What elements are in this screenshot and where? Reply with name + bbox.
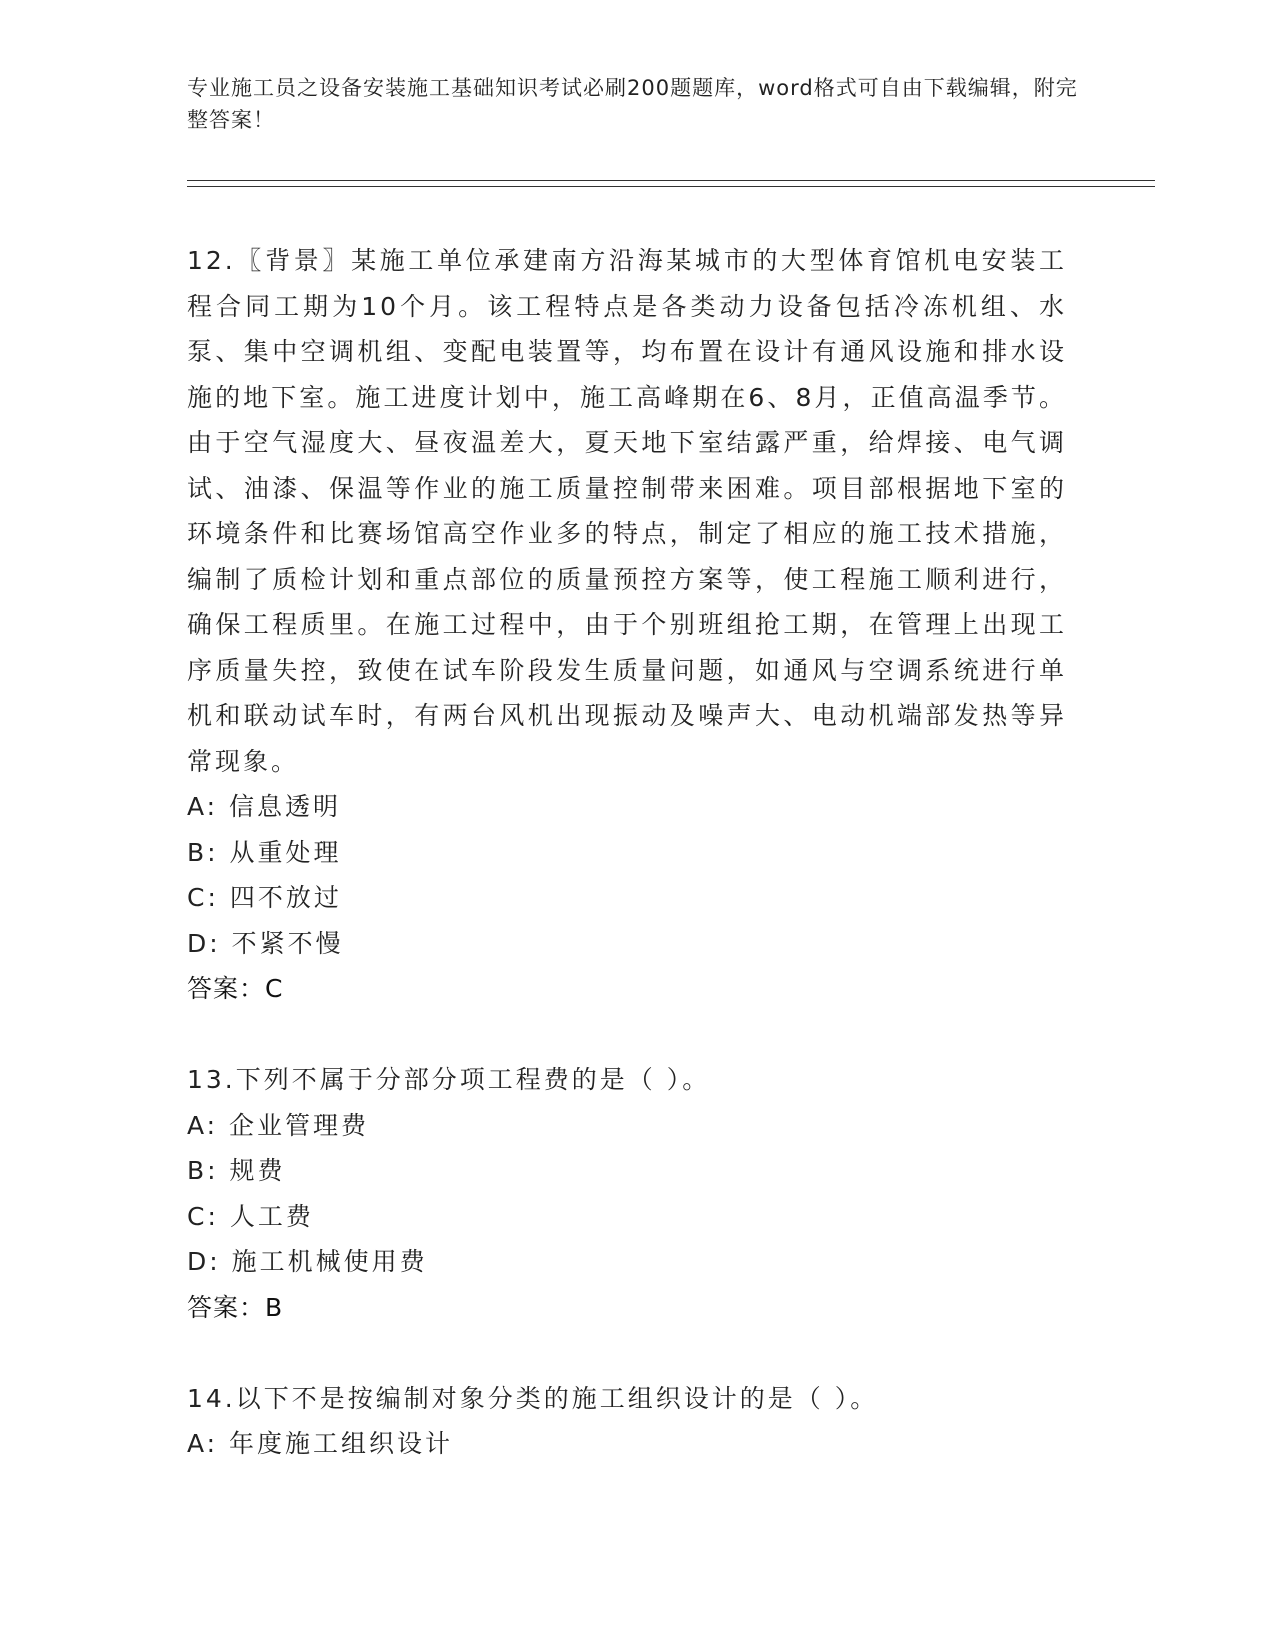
document-header-title: 专业施工员之设备安装施工基础知识考试必刷200题题库，word格式可自由下载编辑，附完整答案！ bbox=[187, 76, 1078, 132]
question-spacer bbox=[187, 1012, 1067, 1058]
answer-line: 答案：C bbox=[187, 974, 284, 1003]
question-14 bbox=[187, 1376, 1067, 1467]
question-12 bbox=[187, 238, 1067, 1012]
option-b: B: 规费 bbox=[187, 1156, 286, 1185]
option-a: A: 年度施工组织设计 bbox=[187, 1429, 454, 1458]
answer-line: 答案：B bbox=[187, 1292, 284, 1322]
questions-body bbox=[187, 238, 1067, 1467]
option-d: D: 不紧不慢 bbox=[187, 928, 344, 958]
option-b: B: 从重处理 bbox=[187, 837, 342, 867]
question-stem: 12.〖背景〗某施工单位承建南方沿海某城市的大型体育馆机电安装工程合同工期为10个月。该工程特点是各类动力设备包括冷冻机组、水泵、集中空调机组、变配电装置等，均布置在设计有通风设施和排水设施的地下室。施工进度计划中，施工高峰期在6、8月，正值高温季节。由于空气湿度大、昼夜温差大，夏天地下室结露严重，给焊接、电气调试、油漆、保温等作业的施工质量控制带来困难。项目部根据地下室的环境条件和比赛场馆高空作业多的特点，制定了相应的施工技术措施，编制了质检计划和重点部位的质量预控方案等，使工程施工顺利进行，确保工程质里。在施工过程中，由于个别班组抢工期，在管理上出现工序质量失控，致使在试车阶段发生质量问题，如通风与空调系统进行单机和联动试车时，有两台风机出现振动及噪声大、电动机端部发热等异常现象。 bbox=[187, 246, 1067, 776]
option-a: A: 信息透明 bbox=[187, 792, 342, 821]
question-spacer bbox=[187, 1330, 1067, 1376]
question-stem: 14.以下不是按编制对象分类的施工组织设计的是（ ）。 bbox=[187, 1383, 879, 1413]
question-13 bbox=[187, 1057, 1067, 1330]
header-divider-bottom bbox=[187, 186, 1155, 187]
header-divider-top bbox=[187, 180, 1155, 181]
option-c: C: 四不放过 bbox=[187, 883, 342, 912]
question-stem: 13.下列不属于分部分项工程费的是（ ）。 bbox=[187, 1065, 711, 1094]
option-c: C: 人工费 bbox=[187, 1201, 314, 1231]
option-d: D: 施工机械使用费 bbox=[187, 1247, 428, 1276]
option-a: A: 企业管理费 bbox=[187, 1110, 370, 1140]
